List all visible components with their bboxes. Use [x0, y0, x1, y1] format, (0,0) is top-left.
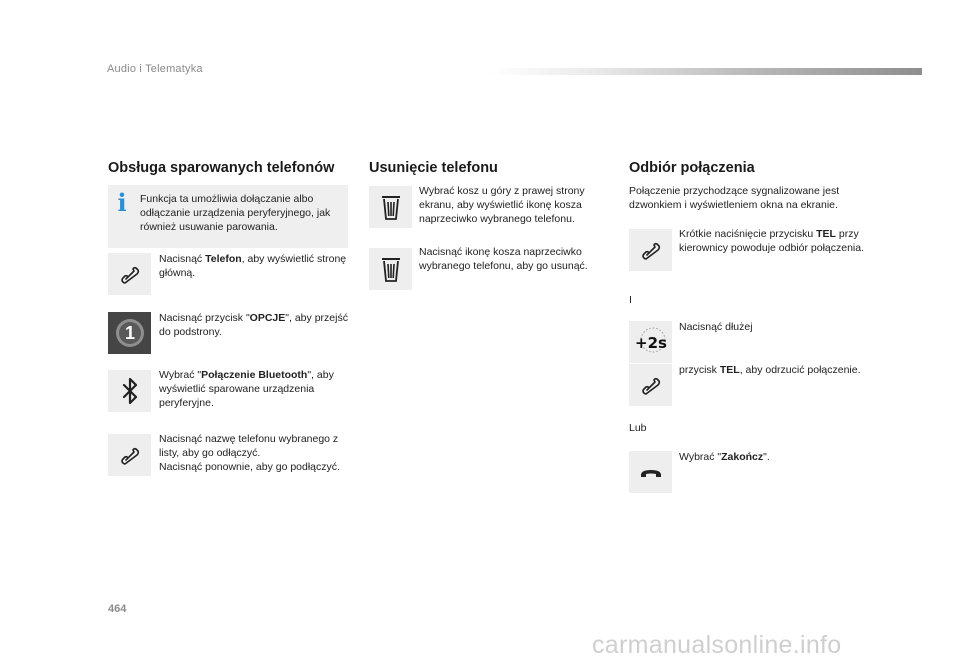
conjunction-and: I — [629, 294, 632, 306]
long-press-indicator — [629, 321, 672, 363]
bluetooth-icon — [117, 376, 143, 406]
step-trash-select-text: Wybrać kosz u góry z prawej strony ekranu, aby wyświetlić ikonę kosza naprzeciwko wybranego telefonu. — [419, 185, 585, 225]
step-phone-name-text: Nacisnąć nazwę telefonu wybranego z listy, aby go odłączyć. Nacisnąć ponownie, aby go podłączyć. — [159, 433, 340, 473]
trash-icon — [378, 192, 404, 222]
phone-name-button[interactable] — [108, 434, 151, 476]
trash-top-button[interactable] — [369, 186, 412, 228]
info-note-text: Funkcja ta umożliwia dołączanie albo odłączanie urządzenia peryferyjnego, jak również usuwanie parowania. — [140, 193, 331, 233]
phone-icon — [117, 261, 143, 287]
phone-button[interactable] — [108, 253, 151, 295]
step-long-press-text: Nacisnąć dłużej — [679, 321, 753, 333]
tel-button[interactable] — [629, 229, 672, 271]
section-title-answer-call: Odbiór połączenia — [629, 160, 755, 176]
watermark-text: carmanualsonline.info — [592, 631, 842, 659]
page-header-title: Audio i Telematyka — [107, 63, 203, 75]
long-press-badge-text: +2s — [634, 334, 667, 352]
trash-row-button[interactable] — [369, 248, 412, 290]
section-title-paired-phones: Obsługa sparowanych telefonów — [108, 160, 335, 176]
step-tel-reject-text: przycisk TEL, aby odrzucić połączenie. — [679, 364, 861, 376]
info-icon: i — [117, 188, 127, 217]
header-divider — [490, 68, 922, 75]
answer-call-intro: Połączenie przychodzące sygnalizowane jest dzwonkiem i wyświetleniem okna na ekranie. — [629, 185, 840, 211]
step-phone-text: Nacisnąć Telefon, aby wyświetlić stronę główną. — [159, 253, 347, 279]
step-options-text: Nacisnąć przycisk "OPCJE", aby przejść do podstrony. — [159, 312, 348, 338]
phone-icon — [638, 237, 664, 263]
trash-icon — [378, 254, 404, 284]
options-button[interactable] — [108, 312, 151, 354]
conjunction-or: Lub — [629, 422, 647, 434]
number-one-badge-icon — [115, 318, 145, 348]
badge-number: 1 — [124, 323, 135, 343]
bluetooth-connection-button[interactable] — [108, 370, 151, 412]
step-bluetooth-text: Wybrać "Połączenie Bluetooth", aby wyświetlić sparowane urządzenia peryferyjne. — [159, 369, 334, 409]
phone-icon — [638, 372, 664, 398]
end-call-button[interactable] — [629, 451, 672, 493]
step-tel-short-text: Krótkie naciśnięcie przycisku TEL przy kierownicy powoduje odbiór połączenia. — [679, 228, 865, 254]
step-trash-delete-text: Nacisnąć ikonę kosza naprzeciwko wybranego telefonu, aby go usunąć. — [419, 246, 588, 272]
tel-reject-button[interactable] — [629, 364, 672, 406]
long-press-timer-icon — [631, 325, 671, 359]
phone-icon — [117, 442, 143, 468]
info-note — [108, 185, 348, 248]
hang-up-icon — [638, 462, 664, 482]
section-title-delete-phone: Usunięcie telefonu — [369, 160, 498, 176]
page-number: 464 — [108, 603, 127, 615]
step-end-call-text: Wybrać "Zakończ". — [679, 451, 770, 463]
